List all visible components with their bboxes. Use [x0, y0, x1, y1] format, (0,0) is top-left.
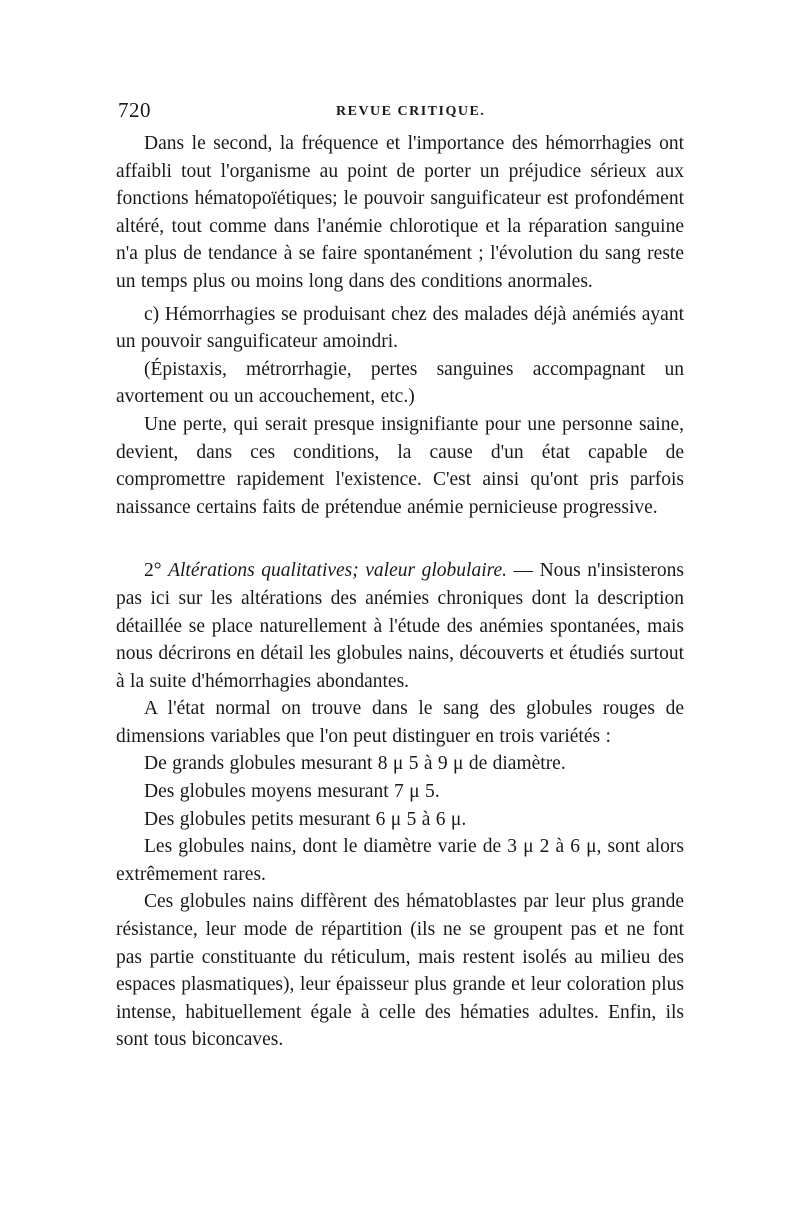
paragraph-dwarf-vs-hematoblasts: Ces globules nains diffèrent des hématoblastes par leur plus grande résistance, leur mode de répartition (ils ne se groupent pas et ne font pas partie constituante du réticulum, mais restent isolés au milieu des espaces plasmatiques), leur épaisseur plus grande et leur coloration plus intense, habituellement égale à celle des hématies adultes. Enfin, ils sont tous biconcaves.	[116, 891, 684, 1051]
section-heading-italic: Altérations qualitatives; valeur globulaire.	[168, 560, 508, 582]
page-number: 720	[118, 98, 151, 122]
paragraph-case-c: c) Hémorrhagies se produisant chez des malades déjà anémiés ayant un pouvoir sanguificateur amoindri.	[116, 303, 684, 353]
list-item-large-globules: De grands globules mesurant 8 μ 5 à 9 μ de diamètre.	[144, 753, 566, 775]
running-head	[118, 98, 684, 128]
paragraph-loss: Une perte, qui serait presque insignifiante pour une personne saine, devient, dans ces conditions, la cause d'un état capable de compromettre rapidement l'existence. C'est ainsi qu'ont pris parfois naissance certains faits de prétendue anémie pernicieuse progressive.	[116, 413, 684, 518]
paragraph-qualitative-alterations	[116, 557, 684, 695]
paragraph-examples: (Épistaxis, métrorrhagie, pertes sanguines accompagnant un avortement ou un accouchement, etc.)	[116, 358, 684, 408]
list-item-small-globules: Des globules petits mesurant 6 μ 5 à 6 μ.	[144, 808, 467, 830]
running-title: REVUE CRITIQUE.	[336, 104, 486, 119]
section-text: — Nous n'insisterons pas ici sur les altérations des anémies chroniques dont la description détaillée se place naturellement à l'étude des anémies spontanées, mais nous décrirons en détail les globules nains, découverts et étudiés surtout à la suite d'hémorrhagies abondantes.	[116, 560, 684, 692]
list-item-medium-globules: Des globules moyens mesurant 7 μ 5.	[144, 781, 440, 803]
body-text	[116, 130, 684, 1054]
paragraph-dwarf-globules: Les globules nains, dont le diamètre varie de 3 μ 2 à 6 μ, sont alors extrêmement rares.	[116, 836, 684, 885]
paragraph-second-case: Dans le second, la fréquence et l'importance des hémorrhagies ont affaibli tout l'organisme au point de porter un préjudice sérieux aux fonctions hématopoïétiques; le pouvoir sanguificateur est profondément altéré, tout comme dans l'anémie chlorotique et la réparation sanguine n'a plus de tendance à se faire spontanément ; l'évolution du sang reste un temps plus ou moins long dans des conditions anormales.	[116, 133, 684, 292]
paragraph-normal-state: A l'état normal on trouve dans le sang des globules rouges de dimensions variables que l'on peut distinguer en trois variétés :	[116, 698, 684, 747]
section-number: 2°	[144, 560, 169, 582]
